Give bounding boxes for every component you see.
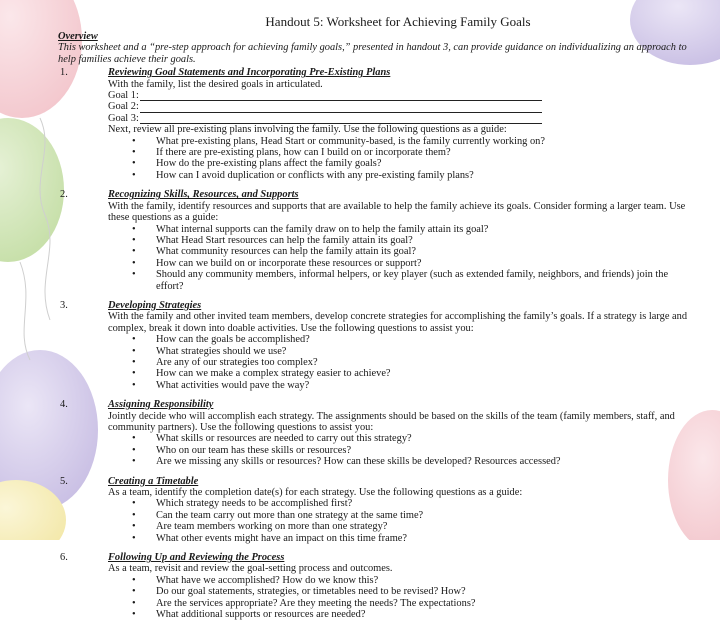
bullet-icon: • bbox=[132, 509, 136, 521]
list-item bbox=[132, 521, 698, 532]
question-text: Are team members working on more than one strategy? bbox=[156, 521, 388, 533]
goal-label: Goal 3: bbox=[108, 112, 139, 124]
question-text: How can we build on or incorporate these resources or support? bbox=[156, 257, 422, 269]
list-item bbox=[132, 158, 698, 169]
section-number: 2. bbox=[60, 189, 68, 201]
question-text: What activities would pave the way? bbox=[156, 379, 310, 391]
bullet-icon: • bbox=[132, 345, 136, 357]
question-text: Can the team carry out more than one strategy at the same time? bbox=[156, 509, 424, 521]
question-text: Are any of our strategies too complex? bbox=[156, 356, 318, 368]
list-item bbox=[132, 346, 698, 357]
bullet-icon: • bbox=[132, 498, 136, 510]
list-item bbox=[132, 575, 698, 586]
list-item bbox=[132, 609, 698, 620]
section-guide: Next, review all pre-existing plans involving the family. Use the following questions as a guide: bbox=[108, 124, 507, 136]
section-3 bbox=[58, 300, 698, 391]
bullet-icon: • bbox=[132, 456, 136, 468]
goal-3-line bbox=[108, 113, 698, 124]
bullet-icon: • bbox=[132, 147, 136, 159]
bullet-icon: • bbox=[132, 234, 136, 246]
question-text: What other events might have an impact on this time frame? bbox=[156, 532, 408, 544]
bullet-icon: • bbox=[132, 368, 136, 380]
list-item bbox=[132, 170, 698, 181]
list-item bbox=[132, 445, 698, 456]
question-text: If there are pre-existing plans, how can I build on or incorporate them? bbox=[156, 147, 451, 159]
worksheet-document bbox=[58, 14, 698, 621]
overview-heading: Overview bbox=[58, 31, 98, 42]
balloon-green bbox=[0, 118, 64, 262]
section-intro: As a team, revisit and review the goal-setting process and outcomes. bbox=[108, 563, 393, 575]
question-text: What strategies should we use? bbox=[156, 345, 287, 357]
question-text: Do our goal statements, strategies, or timetables need to be revised? How? bbox=[156, 586, 466, 598]
question-text: How can the goals be accomplished? bbox=[156, 334, 310, 346]
question-text: Are the services appropriate? Are they meeting the needs? The expectations? bbox=[156, 597, 476, 609]
bullet-icon: • bbox=[132, 379, 136, 391]
section-6 bbox=[58, 552, 698, 620]
list-item bbox=[132, 258, 698, 269]
section-number: 1. bbox=[60, 67, 68, 79]
balloon-string bbox=[20, 262, 30, 360]
question-text: What have we accomplished? How do we know this? bbox=[156, 574, 379, 586]
section-heading: Reviewing Goal Statements and Incorporating Pre-Existing Plans bbox=[108, 67, 391, 79]
list-item bbox=[132, 235, 698, 246]
section-number: 3. bbox=[60, 299, 68, 311]
question-text: Are we missing any skills or resources? How can these skills be developed? Resources accessed? bbox=[156, 456, 561, 468]
question-text: How can I avoid duplication or conflicts with any pre-existing family plans? bbox=[156, 169, 474, 181]
list-item bbox=[132, 586, 698, 597]
list-item bbox=[132, 136, 698, 147]
list-item bbox=[132, 533, 698, 544]
section-heading: Assigning Responsibility bbox=[108, 399, 214, 411]
list-item bbox=[132, 433, 698, 444]
section-number: 5. bbox=[60, 475, 68, 487]
list-item bbox=[132, 246, 698, 257]
section-heading: Developing Strategies bbox=[108, 299, 202, 311]
bullet-icon: • bbox=[132, 574, 136, 586]
bullet-icon: • bbox=[132, 609, 136, 621]
question-text: What internal supports can the family draw on to help the family attain its goal? bbox=[156, 223, 489, 235]
bullet-icon: • bbox=[132, 356, 136, 368]
bullet-icon: • bbox=[132, 169, 136, 181]
question-text: How do the pre-existing plans affect the family goals? bbox=[156, 158, 382, 170]
overview bbox=[58, 31, 698, 65]
bullet-icon: • bbox=[132, 444, 136, 456]
list-item bbox=[132, 269, 698, 292]
list-item bbox=[132, 147, 698, 158]
question-text: What skills or resources are needed to carry out this strategy? bbox=[156, 433, 412, 445]
question-list bbox=[108, 433, 698, 467]
goal-2-line bbox=[108, 101, 698, 112]
section-intro: As a team, identify the completion date(s) for each strategy. Use the following questions as a guide: bbox=[108, 487, 523, 499]
question-text: How can we make a complex strategy easier to achieve? bbox=[156, 368, 391, 380]
blank-line bbox=[140, 91, 542, 101]
bullet-icon: • bbox=[132, 269, 136, 281]
blank-line bbox=[140, 114, 542, 124]
list-item bbox=[132, 598, 698, 609]
bullet-icon: • bbox=[132, 257, 136, 269]
page-title: Handout 5: Worksheet for Achieving Family Goals bbox=[265, 14, 531, 29]
goal-label: Goal 2: bbox=[108, 101, 139, 113]
bullet-icon: • bbox=[132, 597, 136, 609]
question-list bbox=[108, 224, 698, 292]
bullet-icon: • bbox=[132, 135, 136, 147]
bullet-icon: • bbox=[132, 586, 136, 598]
section-intro: With the family, list the desired goals in articulated. bbox=[108, 78, 323, 90]
question-list bbox=[108, 136, 698, 182]
section-intro: With the family, identify resources and supports that are available to help the family achieve its goals. Consider forming a larger team. Use these questions as a guide: bbox=[108, 200, 686, 224]
question-text: What Head Start resources can help the family attain its goal? bbox=[156, 234, 413, 246]
bullet-icon: • bbox=[132, 246, 136, 258]
question-list bbox=[108, 334, 698, 391]
section-intro: With the family and other invited team members, develop concrete strategies for accomplishing the family’s goals. If a strategy is large and complex, break it down into doable activities. Use the following questions to assist you: bbox=[108, 311, 688, 334]
list-item bbox=[132, 334, 698, 345]
question-text: What pre-existing plans, Head Start or community-based, is the family currently working on? bbox=[156, 135, 545, 147]
bullet-icon: • bbox=[132, 532, 136, 544]
bullet-icon: • bbox=[132, 521, 136, 533]
blank-line bbox=[140, 103, 542, 113]
question-text: Should any community members, informal helpers, or key player (such as extended family, neighbors, and friends) join the effort? bbox=[156, 269, 669, 292]
question-text: What community resources can help the family attain its goal? bbox=[156, 246, 416, 258]
section-heading: Recognizing Skills, Resources, and Supports bbox=[108, 189, 299, 201]
list-item bbox=[132, 224, 698, 235]
question-text: Which strategy needs to be accomplished first? bbox=[156, 498, 353, 510]
list-item bbox=[132, 357, 698, 368]
section-heading: Creating a Timetable bbox=[108, 475, 199, 487]
bullet-icon: • bbox=[132, 433, 136, 445]
goal-label: Goal 1: bbox=[108, 90, 139, 102]
list-item bbox=[132, 368, 698, 379]
section-1 bbox=[58, 67, 698, 181]
section-number: 6. bbox=[60, 552, 68, 564]
list-item bbox=[132, 510, 698, 521]
list-item bbox=[132, 456, 698, 467]
section-5 bbox=[58, 476, 698, 544]
overview-text: This worksheet and a “pre-step approach for achieving family goals,” presented in handout 3, can provide guidance on individualizing an approach to help families achieve their goals. bbox=[58, 42, 687, 65]
list-item bbox=[132, 498, 698, 509]
question-list bbox=[108, 575, 698, 621]
question-text: Who on our team has these skills or resources? bbox=[156, 444, 352, 456]
section-number: 4. bbox=[60, 399, 68, 411]
bullet-icon: • bbox=[132, 158, 136, 170]
section-4 bbox=[58, 399, 698, 467]
section-2 bbox=[58, 189, 698, 292]
list-item bbox=[132, 380, 698, 391]
question-list bbox=[108, 498, 698, 544]
question-text: What additional supports or resources are needed? bbox=[156, 609, 366, 621]
goal-1-line bbox=[108, 90, 698, 101]
bullet-icon: • bbox=[132, 223, 136, 235]
section-intro: Jointly decide who will accomplish each strategy. The assignments should be based on the skills of the team (family members, staff, and community partners). Use the following questions to assist you: bbox=[108, 410, 675, 433]
section-heading: Following Up and Reviewing the Process bbox=[108, 552, 285, 564]
bullet-icon: • bbox=[132, 334, 136, 346]
